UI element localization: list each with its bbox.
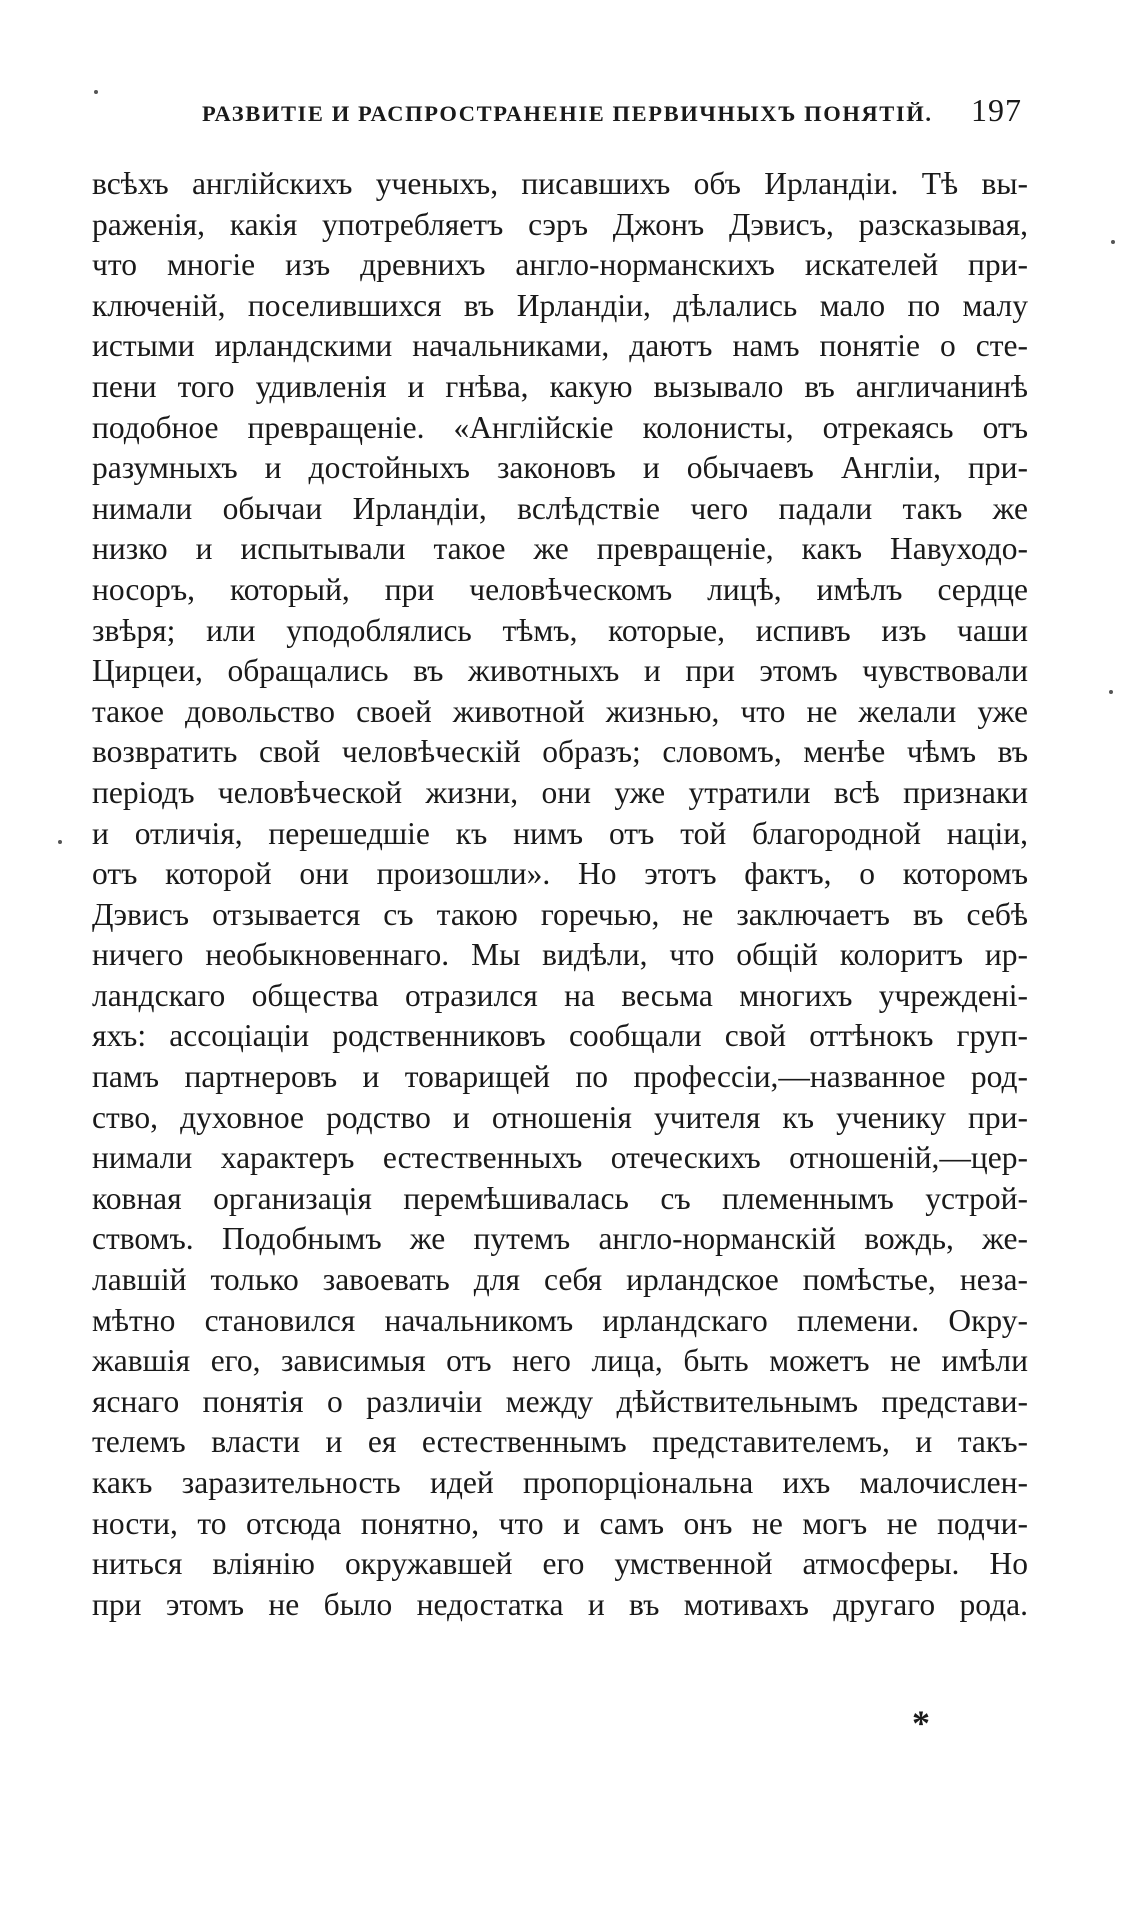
text-line: истыми ирландскими начальниками, даютъ намъ понятіе о сте- [92, 328, 1028, 364]
body-text [92, 164, 1028, 1625]
book-page [92, 92, 1028, 1743]
text-line: звѣря; или уподоблялись тѣмъ, которые, испивъ изъ чаши [92, 612, 1028, 648]
page-number: 197 [971, 92, 1022, 128]
text-line: какъ заразительность идей пропорціональна ихъ малочислен- [92, 1465, 1028, 1500]
text-line: памъ партнеровъ и товарищей по профессіи,—названное род- [92, 1059, 1028, 1095]
text-line: ландскаго общества отразился на весьма многихъ учрежденi- [92, 977, 1028, 1013]
text-line: и отличія, перешедшіе къ нимъ отъ той благородной націи, [92, 815, 1028, 851]
text-line: что многіе изъ древнихъ англо-норманскихъ искателей при- [92, 247, 1028, 283]
print-speck [1109, 690, 1113, 694]
text-line: носоръ, который, при человѣческомъ лицѣ, имѣлъ сердце [92, 571, 1028, 607]
text-line: нимали обычаи Ирландіи, вслѣдствіе чего падали такъ же [92, 490, 1028, 526]
text-line: ство, духовное родство и отношенія учителя къ ученику при- [92, 1099, 1028, 1135]
print-speck [94, 90, 98, 94]
text-line: при этомъ не было недостатка и въ мотивахъ другаго рода. [92, 1586, 1028, 1622]
text-line: Цирцеи, обращались въ животныхъ и при этомъ чувствовали [92, 653, 1028, 689]
text-line: Дэвисъ отзывается съ такою горечью, не заключаетъ въ себѣ [92, 896, 1028, 932]
text-line: яснаго понятія о различіи между дѣйствительнымъ представи- [92, 1383, 1028, 1419]
text-line: подобное превращеніе. «Англійскіе колонисты, отрекаясь отъ [92, 409, 1028, 445]
running-title: РАЗВИТІЕ И РАСПРОСТРАНЕНІЕ ПЕРВИЧНЫХЪ ПОНЯТІЙ. [202, 101, 933, 126]
text-line: жавшія его, зависимыя отъ него лица, быть можетъ не имѣли [92, 1343, 1028, 1379]
print-speck [58, 840, 62, 844]
text-line: нимали характеръ естественныхъ отеческихъ отношеній,—цер- [92, 1140, 1028, 1176]
text-line: яхъ: ассоціаціи родственниковъ сообщали свой оттѣнокъ груп- [92, 1018, 1028, 1054]
text-line: ковная организація перемѣшивалась съ племеннымъ устрой- [92, 1180, 1028, 1216]
text-line: ключеній, поселившихся въ Ирландіи, дѣлались мало по малу [92, 287, 1028, 323]
text-line: пени того удивленія и гнѣва, какую вызывало въ англичанинѣ [92, 368, 1028, 404]
text-line: отъ которой они произошли». Но этотъ фактъ, о которомъ [92, 856, 1028, 892]
text-line: ниться вліянію окружавшей его умственной атмосферы. Но [92, 1546, 1028, 1582]
text-line: всѣхъ англійскихъ ученыхъ, писавшихъ объ Ирландіи. Тѣ вы- [92, 166, 1028, 201]
text-line: разумныхъ и достойныхъ законовъ и обычаевъ Англіи, при- [92, 450, 1028, 486]
text-line: мѣтно становился начальникомъ ирландскаго племени. Окру- [92, 1302, 1028, 1338]
text-line: такое довольство своей животной жизнью, что не желали уже [92, 693, 1028, 729]
signature-mark: * [912, 1703, 930, 1743]
text-line: телемъ власти и ея естественнымъ представителемъ, и такъ- [92, 1424, 1028, 1460]
running-head [92, 92, 1028, 156]
text-line: низко и испытывали такое же превращеніе, какъ Навуходо- [92, 531, 1028, 567]
text-line: періодъ человѣческой жизни, они уже утратили всѣ признаки [92, 774, 1028, 810]
text-line: возвратить свой человѣческій образъ; словомъ, менѣе чѣмъ въ [92, 734, 1028, 770]
text-line: ствомъ. Подобнымъ же путемъ англо-норманскій вождь, же- [92, 1221, 1028, 1257]
text-line: раженія, какія употребляетъ сэръ Джонъ Дэвисъ, разсказывая, [92, 206, 1028, 242]
text-line: лавшій только завоевать для себя ирландское помѣстье, неза- [92, 1262, 1028, 1298]
text-line: ности, то отсюда понятно, что и самъ онъ не могъ не подчи- [92, 1505, 1028, 1541]
text-line: ничего необыкновеннаго. Мы видѣли, что общій колоритъ ир- [92, 937, 1028, 973]
print-speck [1111, 240, 1115, 244]
